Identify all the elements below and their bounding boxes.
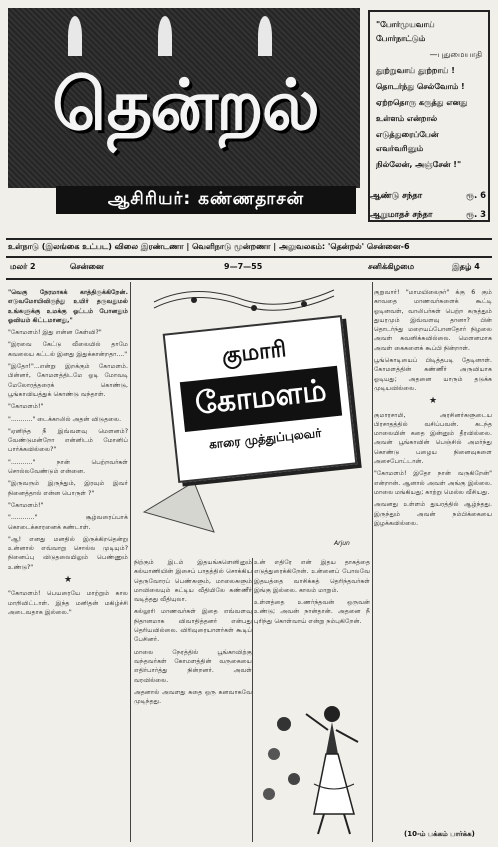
paragraph: அவனது உள்ளம் துயரத்தில் ஆழ்ந்தது. இருந்தும் அவன் நம்பிக்கையை இழக்கவில்லை. — [374, 501, 492, 527]
paragraph: "கோமளம்! பெயரையே மாற்றும் கால மாறிவிட்டாள். இந்த மனிதன் மகிழ்ச்சி அடைவதாக இல்லை." — [8, 590, 128, 616]
paragraph: நிற்கும் இடம் இதயங்களெனினும் கல்யாணியின் இசைப் பாதத்தில் சொக்கிய தெருவோரப் பெண்களும், மாலைகளும் மாவிலையும் கட்டிய வீதியிலே கண்ணீர் வடித்தது வீதியுலா. — [134, 559, 252, 604]
feature-title-box — [180, 366, 342, 432]
paragraph: "............" சூழ்வரைப்பாக் கொடைக்காரனைக் கண்டாள். — [8, 514, 128, 531]
artist-signature: Arjun — [334, 540, 350, 547]
subscription-half — [370, 210, 488, 221]
paragraph: கல்லூரி மாணவர்கள் இதை எவ்வளவு நிதானமாக விவாதித்தனர் என்பது தெரியவில்லை. விரிவுரையாளர்கள் கூடிப் பேசினர். — [134, 608, 252, 644]
article-column-right — [374, 288, 492, 841]
paragraph: "கோமளம்! இதோ நான் வருகிறேன்" என்றான். ஆனால் அவள் அங்கு இல்லை. மாலை மங்கியது; காற்று மெல்ல வீசியது. — [374, 470, 492, 496]
paragraph: "கோமளம்! இது என்ன கேள்வி?" — [8, 329, 102, 337]
quote-line: தொடர்ந்து செல்வோம் ! — [376, 82, 465, 91]
subscription-label: ஆறுமாதச் சந்தா — [370, 210, 433, 220]
paragraph: "இரவை கேட்டு வீலையில் தாமே கவலைய கட்டல் இனது இதுக்கான்றதா...." — [8, 341, 128, 358]
divider — [6, 238, 492, 240]
subscription-label: ஆண்டு சந்தா — [370, 191, 423, 201]
newspaper-title: தென்றல் — [52, 63, 318, 146]
paragraph: மாலை நேரத்தில் பூங்காவிற்கு வந்தவர்கள் கோமளத்தின் வருகையை எதிர்பார்த்து நின்றனர். அவள் வரவில்லை. — [134, 648, 252, 684]
dome-ornament-icon — [158, 16, 172, 56]
issue-label: இதழ் 4 — [452, 262, 480, 271]
paragraph: "ஆ! எனது மனதில் இருக்கிறதென்று உன்னால் எவ்வாறு சொல்ல முடியும்? நினைப்பு விடுதலையிலும் பெண்ணும் உண்டு?" — [8, 535, 128, 571]
quote-line: —புதுமையாதி — [429, 50, 482, 59]
day-label: சனிக்கிழமை — [368, 262, 415, 271]
section-star: ★ — [63, 575, 73, 586]
editor-line: ஆசிரியர்: கண்ணதாசன் — [56, 186, 356, 214]
dancer-illustration-icon — [254, 684, 370, 840]
column-divider — [252, 558, 253, 842]
paragraph: உள்ளத்தை உணர்ந்தவன் ஒருவன் உண்டு; அவன் நான்தான். அதனை நீ புரிந்து கொள்வாய் என்று நம்புகிறேன். — [254, 599, 370, 625]
dome-ornament-icon — [68, 16, 82, 56]
subscription-annual — [370, 191, 488, 202]
quote-line: தூற்றுவாய் தூற்றாய் ! — [376, 66, 455, 75]
volume-label: மலர் 2 — [10, 262, 36, 271]
dome-ornament-icon — [258, 16, 272, 56]
quote-line: நில்லேன், அஞ்சேன் !" — [376, 160, 462, 169]
feature-name: குமாரி — [220, 337, 288, 369]
paragraph: குறுவார்! "மாமயிலைநர்" க்கு 6 கும் காவதை மாணவர்களைக் கூட்டி ஓடினவள், வாலிபர்கள் பெற்ற கருத்தும் துயரமும் இவ்வளவு தானா? பின் தொடர்ந்து மறையப்போனதோர் நிழலை அவள் கவனிக்கவில்லை. மெளனமாக அவள் கைகளைக் கூப்பி நின்றாள். — [374, 289, 492, 352]
subscription-value: ரூ. 6 — [466, 191, 487, 201]
quote-line: ஏற்றதொரு கருத்து எனது — [376, 98, 468, 107]
paragraph: உன் எதிரே என் இதய தாகத்தை எடுத்துரைக்கிறேன். உன்னைப் போலவே இதயத்தை வாசிக்கத் தெரிந்தவர்கள் இங்கு இல்லை. காலம் மாறும். — [254, 559, 370, 594]
column-divider — [130, 282, 131, 842]
paragraph: "வெகு நேரமாகக் காத்திருக்கிறேன். எடுவமோயிவிருந்து உயிர் தருவதுமல் உங்களுக்கு உமக்கு ஓட்டம் போனதும் ஓவியம் கிட்டமானது," — [8, 289, 128, 324]
masthead — [8, 8, 360, 240]
paragraph: "இருவரும் இருந்தும், இரவும் இவர் நினைத்தால் என்ன பொருள் ?" — [8, 480, 128, 497]
article-column-left — [8, 288, 128, 841]
paragraph: "..........." டைக்காலில் அதன் விடுதலை. — [8, 415, 122, 423]
article-column-middle — [134, 558, 252, 841]
paragraph: "கோமளம்!" — [8, 403, 44, 411]
paragraph: "கோமளம்!" — [8, 501, 44, 509]
paragraph: குமாரசாமி, அரசினர்களுடைய பிரசாதத்தில் வசிப்பவன். கடந்த மாலையின் கதை இன்னும் தீரவில்லை. அவன் பூங்காவின் பெஞ்சில் அமர்ந்து கொண்டு பழைய நினைவுகளை அசைபோட்டான். — [374, 411, 492, 466]
paragraph: "..........." நான் பெற்றவர்கள் சொல்லவேண்டும் என்னை. — [8, 458, 128, 476]
paragraph: அதனால் அவளது கதை ஒரு கனவாகவே முடிந்தது. — [134, 688, 252, 706]
divider — [6, 256, 492, 258]
paragraph: "இதோ!"...என்று இறக்கும் கோமளம். பின்னர், கோமளத்திடமே ஓடி மோவடி மேலோரத்தரைக் கொண்டு, பூங்காவியத்துக் கொண்டு வந்தாள். — [8, 363, 128, 398]
city-label: சென்னை — [70, 262, 104, 271]
article-column-middle-2 — [254, 558, 370, 682]
divider — [6, 278, 492, 280]
section-star: ★ — [428, 396, 438, 407]
feature-illustration — [134, 282, 370, 554]
paragraph: "ஏனிந்த நீ இவ்வளவு மௌனம்? வேண்டுமன்றோ என்னிடம் மோனிப் பார்க்கவில்லை?" — [8, 427, 128, 454]
price-line: உள்நாடு (இலங்கை உட்பட) விலை இரண்டணா | வெளிநாடு மூன்றணா | அலுவலகம்: 'தென்றல்' சென்னை-6 — [8, 242, 410, 251]
date-label: 9—7—55 — [224, 262, 263, 271]
subscription-value: ரூ. 3 — [466, 210, 487, 220]
column-divider — [372, 282, 373, 842]
quote-line: "போர்முயவாய் போர்நாட்டும் — [376, 20, 435, 43]
quote-line: எடுத்துரைப்பேன் எவர்வரினும் — [376, 130, 439, 153]
quote-line: உள்ளம் என்றால் — [376, 114, 438, 123]
continued-note: (10-ம் பக்கம் பார்க்க) — [404, 830, 475, 838]
feature-author: காரை முத்துப்புலவர் — [208, 425, 323, 452]
feature-title: கோமளம் — [193, 372, 329, 422]
title-signboard — [163, 315, 358, 483]
paragraph: பூங்கொடியைப் பிடித்தபடி தேடினாள். கோமளத்தின் கண்ணீர் அருவியாக ஓடியது; அதனை யாரும் தடுக்க முடியவில்லை. — [374, 357, 492, 392]
